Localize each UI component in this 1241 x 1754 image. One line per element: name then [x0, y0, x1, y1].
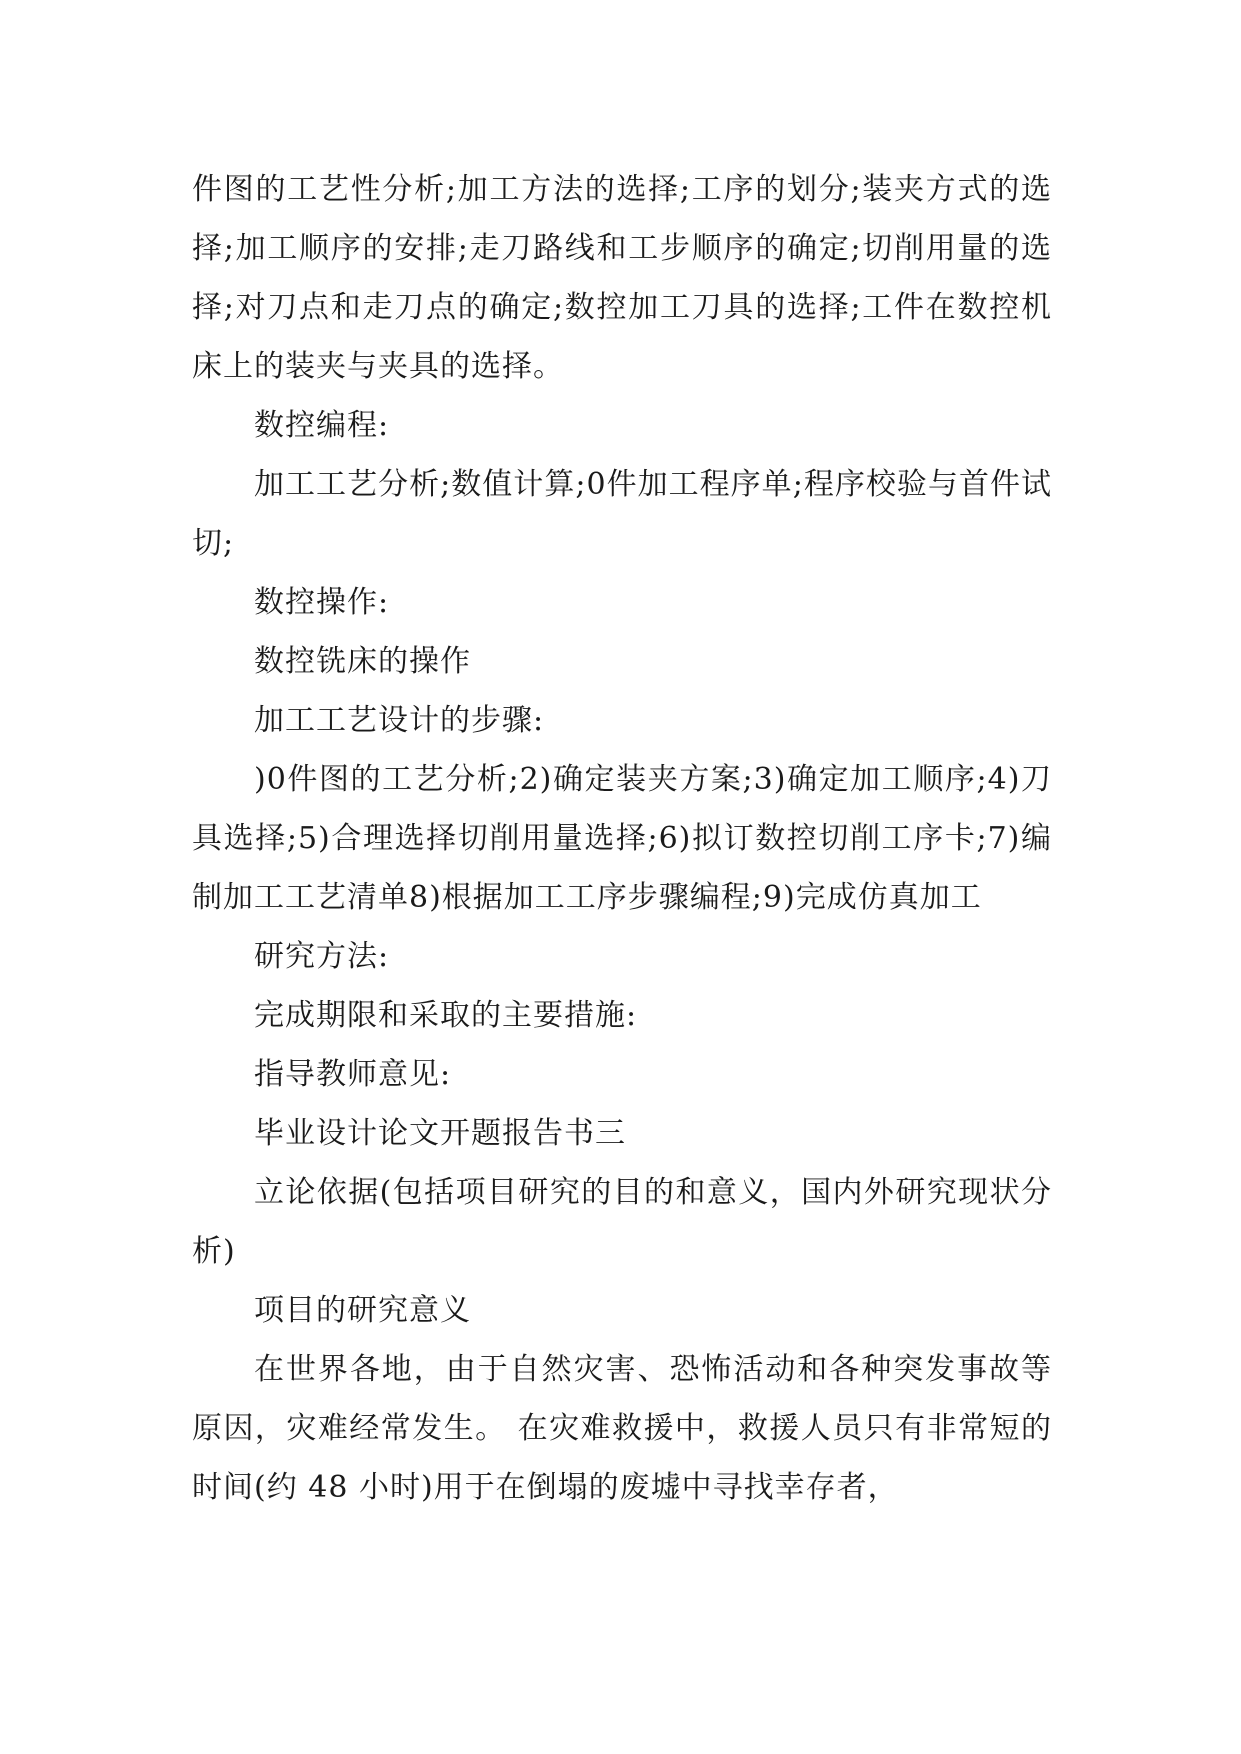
heading-nc-programming: 数控编程:	[254, 408, 390, 443]
paragraph-design-steps-list: )0件图的工艺分析;2)确定装夹方案;3)确定加工顺序;4)刀具选择;5)合理选择切削用量选择;6)拟订数控切削工序卡;7)编制加工工艺清单8)根据加工工序步骤编程;9)完成仿真加工	[192, 762, 1052, 915]
heading-advisor-opinion: 指导教师意见:	[254, 1057, 452, 1092]
paragraph-programming-steps: 加工工艺分析;数值计算;0件加工程序单;程序校验与首件试切;	[192, 467, 1052, 561]
heading-significance: 项目的研究意义	[254, 1293, 471, 1328]
paragraph-process-analysis: 件图的工艺性分析;加工方法的选择;工序的划分;装夹方式的选择;加工顺序的安排;走刀路线和工步顺序的确定;切削用量的选择;对刀点和走刀点的确定;数控加工刀具的选择;工件在数控机床上的装夹与夹具的选择。	[192, 172, 1052, 384]
paragraph-milling-operation: 数控铣床的操作	[254, 644, 471, 679]
heading-basis: 立论依据(包括项目研究的目的和意义，国内外研究现状分析)	[192, 1175, 1052, 1269]
heading-schedule-measures: 完成期限和采取的主要措施:	[254, 998, 638, 1033]
heading-report-three: 毕业设计论文开题报告书三	[254, 1116, 626, 1151]
document-body	[192, 160, 1052, 1517]
paragraph-disaster-rescue: 在世界各地，由于自然灾害、恐怖活动和各种突发事故等原因，灾难经常发生。 在灾难救援中，救援人员只有非常短的时间(约 48 小时)用于在倒塌的废墟中寻找幸存者，	[192, 1352, 1052, 1505]
heading-research-method: 研究方法:	[254, 939, 390, 974]
heading-design-steps: 加工工艺设计的步骤:	[254, 703, 545, 738]
heading-nc-operation: 数控操作:	[254, 585, 390, 620]
